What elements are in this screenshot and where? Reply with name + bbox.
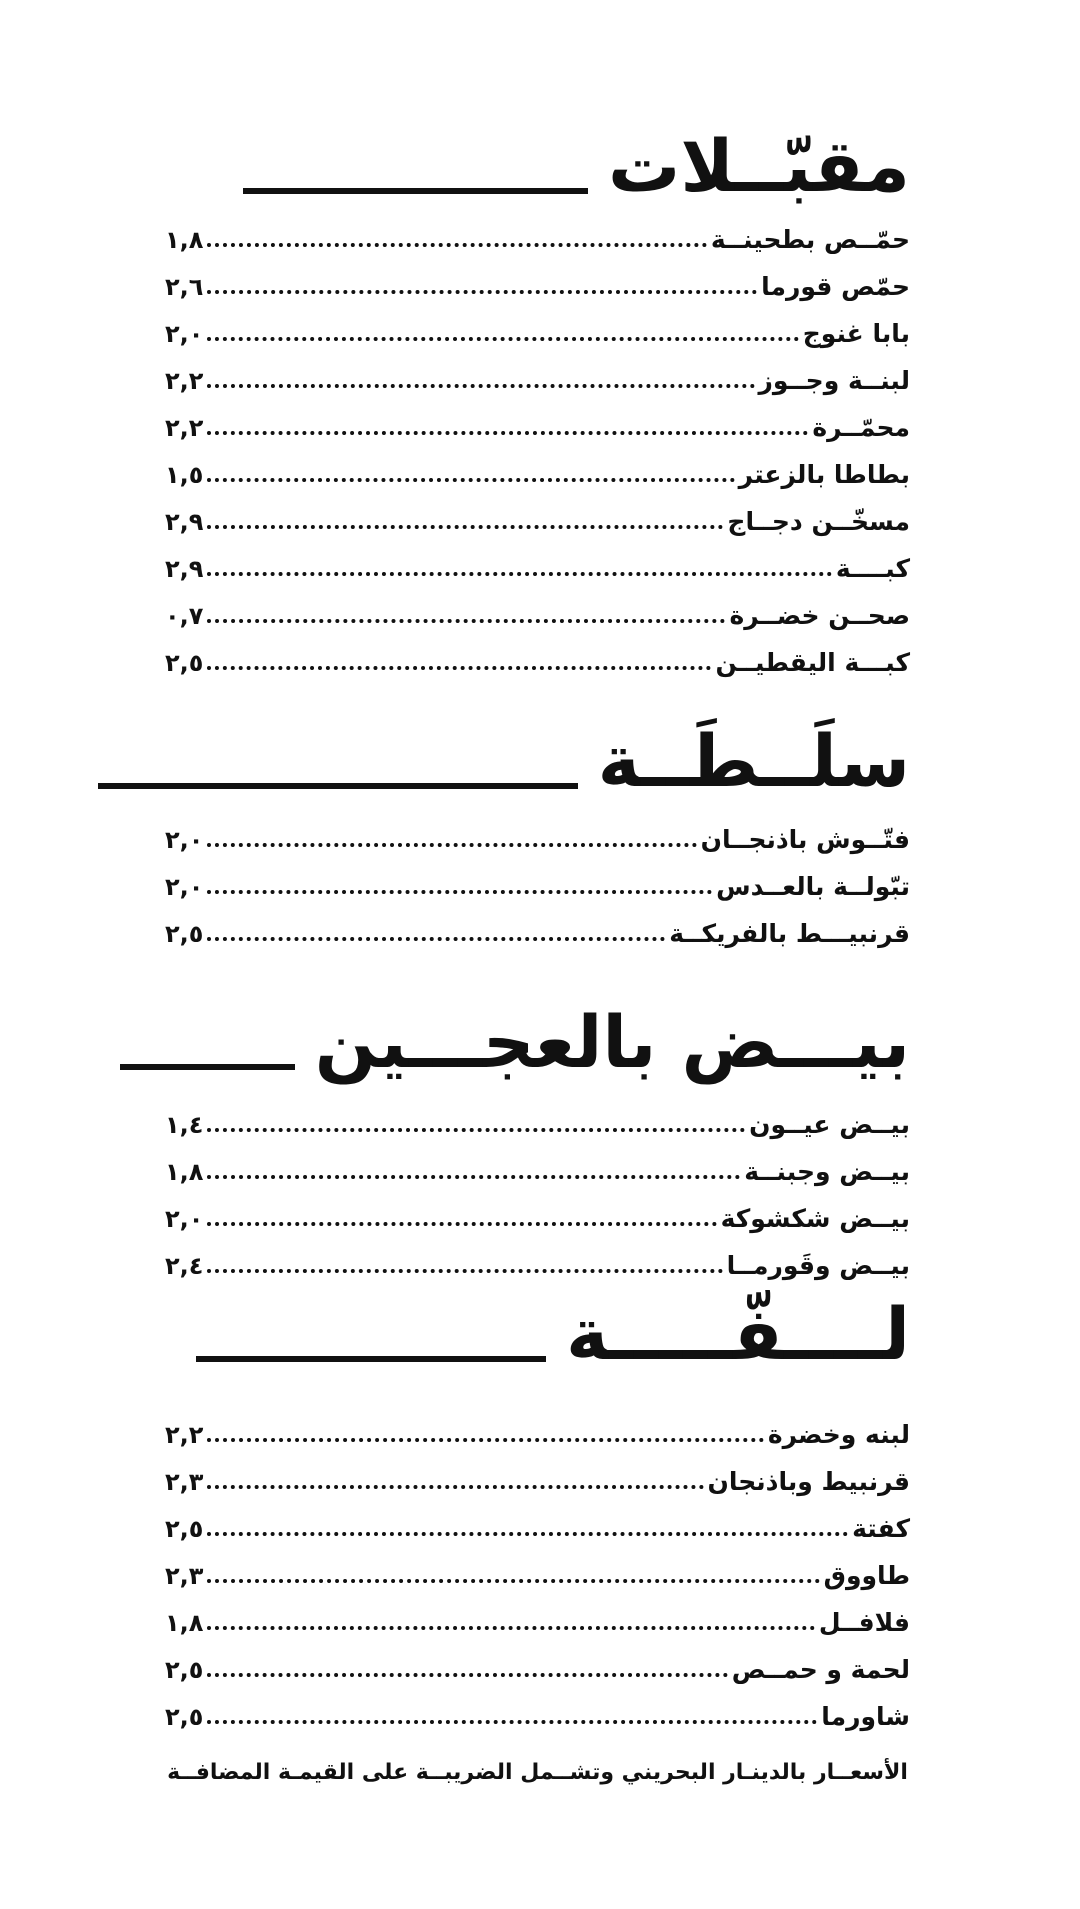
item-price: ٢,٦	[165, 273, 204, 302]
menu-item-row	[165, 1551, 910, 1591]
dot-leader	[207, 290, 757, 294]
section-title-rule	[243, 188, 588, 194]
section-title-rule	[120, 1064, 295, 1070]
dot-leader	[207, 619, 725, 623]
menu-item-row	[165, 1692, 910, 1732]
item-name: طاووق	[823, 1561, 910, 1590]
section-title: بيـــض بالعجـــين	[314, 1000, 910, 1084]
menu-item-row	[165, 309, 910, 349]
item-price: ٢,٥	[165, 1515, 204, 1544]
dot-leader	[207, 337, 798, 341]
menu-item-row	[165, 909, 910, 949]
menu-item-row	[165, 497, 910, 537]
item-name: قرنبيط وباذنجان	[707, 1467, 910, 1496]
dot-leader	[207, 1579, 819, 1583]
item-price: ٢,٩	[165, 555, 204, 584]
dot-leader	[207, 1532, 848, 1536]
item-name: بابا غنوج	[802, 319, 910, 348]
item-name: بيــض وجبنــة	[744, 1157, 910, 1186]
dot-leader	[207, 1673, 727, 1677]
item-price: ١,٨	[165, 1158, 204, 1187]
dot-leader	[207, 1485, 703, 1489]
menu-item-row	[165, 1645, 910, 1685]
section-title: لــــفّـــــة	[565, 1292, 910, 1376]
menu-item-row	[165, 1504, 910, 1544]
item-name: محمّــرة	[812, 413, 910, 442]
item-name: لبنــة وجــوز	[758, 366, 910, 395]
section-header	[165, 1000, 910, 1084]
menu-item-row	[165, 862, 910, 902]
item-name: قرنبيـــط بالفريكــة	[669, 919, 910, 948]
item-name: بطاطا بالزعتر	[738, 460, 910, 489]
item-price: ٢,٠	[165, 826, 204, 855]
item-price: ٠,٧	[165, 602, 204, 631]
section-title-rule	[196, 1356, 546, 1362]
item-price: ٢,٢	[165, 1421, 204, 1450]
item-name: بيــض عيــون	[749, 1110, 910, 1139]
dot-leader	[207, 666, 711, 670]
menu-item-row	[165, 1410, 910, 1450]
item-name: كفتة	[852, 1514, 910, 1543]
item-name: حمّــص بطحينــة	[710, 225, 910, 254]
menu-item-row	[165, 1457, 910, 1497]
item-price: ٢,٥	[165, 920, 204, 949]
item-name: كبـــة اليقطيــن	[715, 648, 910, 677]
dot-leader	[207, 1720, 817, 1724]
menu-item-row	[165, 544, 910, 584]
menu-item-row	[165, 638, 910, 678]
item-price: ١,٨	[165, 226, 204, 255]
menu-item-row	[165, 403, 910, 443]
dot-leader	[207, 937, 665, 941]
item-name: لبنه وخضرة	[767, 1420, 910, 1449]
dot-leader	[207, 431, 808, 435]
item-price: ٢,٠	[165, 873, 204, 902]
item-price: ١,٤	[165, 1111, 204, 1140]
section-header	[165, 120, 910, 208]
item-name: صحــن خضــرة	[729, 601, 910, 630]
menu-item-row	[165, 815, 910, 855]
menu-item-row	[165, 262, 910, 302]
dot-leader	[207, 384, 754, 388]
menu-item-row	[165, 450, 910, 490]
dot-leader	[207, 1626, 814, 1630]
section-header	[165, 1292, 910, 1376]
item-name: مسخّــن دجــاج	[727, 507, 910, 536]
menu-item-row	[165, 356, 910, 396]
item-price: ٢,٥	[165, 1703, 204, 1732]
dot-leader	[207, 243, 706, 247]
item-name: كبــــة	[835, 554, 910, 583]
item-name: شاورما	[821, 1702, 910, 1731]
price-note: الأسعــار بالدينـار البحريني وتشــمل الضريبــة على القيمـة المضافــة	[167, 1760, 908, 1785]
item-price: ٢,٥	[165, 1656, 204, 1685]
item-price: ٢,٠	[165, 320, 204, 349]
item-price: ٢,٣	[165, 1468, 204, 1497]
item-name: فتّــوش باذنجــان	[700, 825, 910, 854]
dot-leader	[207, 1438, 763, 1442]
menu-item-row	[165, 1147, 910, 1187]
item-price: ٢,٢	[165, 414, 204, 443]
dot-leader	[207, 1269, 722, 1273]
item-price: ٢,٤	[165, 1252, 204, 1281]
section-title: سلَــطَــة	[597, 719, 910, 803]
menu-item-row	[165, 215, 910, 255]
item-price: ١,٨	[165, 1609, 204, 1638]
item-price: ١,٥	[165, 461, 204, 490]
dot-leader	[207, 525, 723, 529]
dot-leader	[207, 843, 696, 847]
dot-leader	[207, 890, 712, 894]
menu-item-row	[165, 1241, 910, 1281]
menu-item-row	[165, 591, 910, 631]
menu-item-row	[165, 1100, 910, 1140]
menu-item-row	[165, 1194, 910, 1234]
item-name: فلافــل	[818, 1608, 910, 1637]
dot-leader	[207, 1222, 716, 1226]
item-price: ٢,٩	[165, 508, 204, 537]
dot-leader	[207, 1128, 745, 1132]
item-price: ٢,٥	[165, 649, 204, 678]
item-name: بيــض شكشوكة	[720, 1204, 910, 1233]
item-price: ٢,٣	[165, 1562, 204, 1591]
item-name: لحمة و حمــص	[731, 1655, 910, 1684]
dot-leader	[207, 572, 831, 576]
section-title: مقبّــلات	[607, 124, 910, 208]
section-header	[165, 705, 910, 803]
menu-item-row	[165, 1598, 910, 1638]
section-title-rule	[98, 783, 578, 789]
item-price: ٢,٠	[165, 1205, 204, 1234]
item-name: حمّص قورما	[761, 272, 910, 301]
item-price: ٢,٢	[165, 367, 204, 396]
item-name: تبّولــة بالعــدس	[716, 872, 910, 901]
dot-leader	[207, 478, 734, 482]
item-name: بيــض وقَورمــا	[726, 1251, 910, 1280]
dot-leader	[207, 1175, 740, 1179]
